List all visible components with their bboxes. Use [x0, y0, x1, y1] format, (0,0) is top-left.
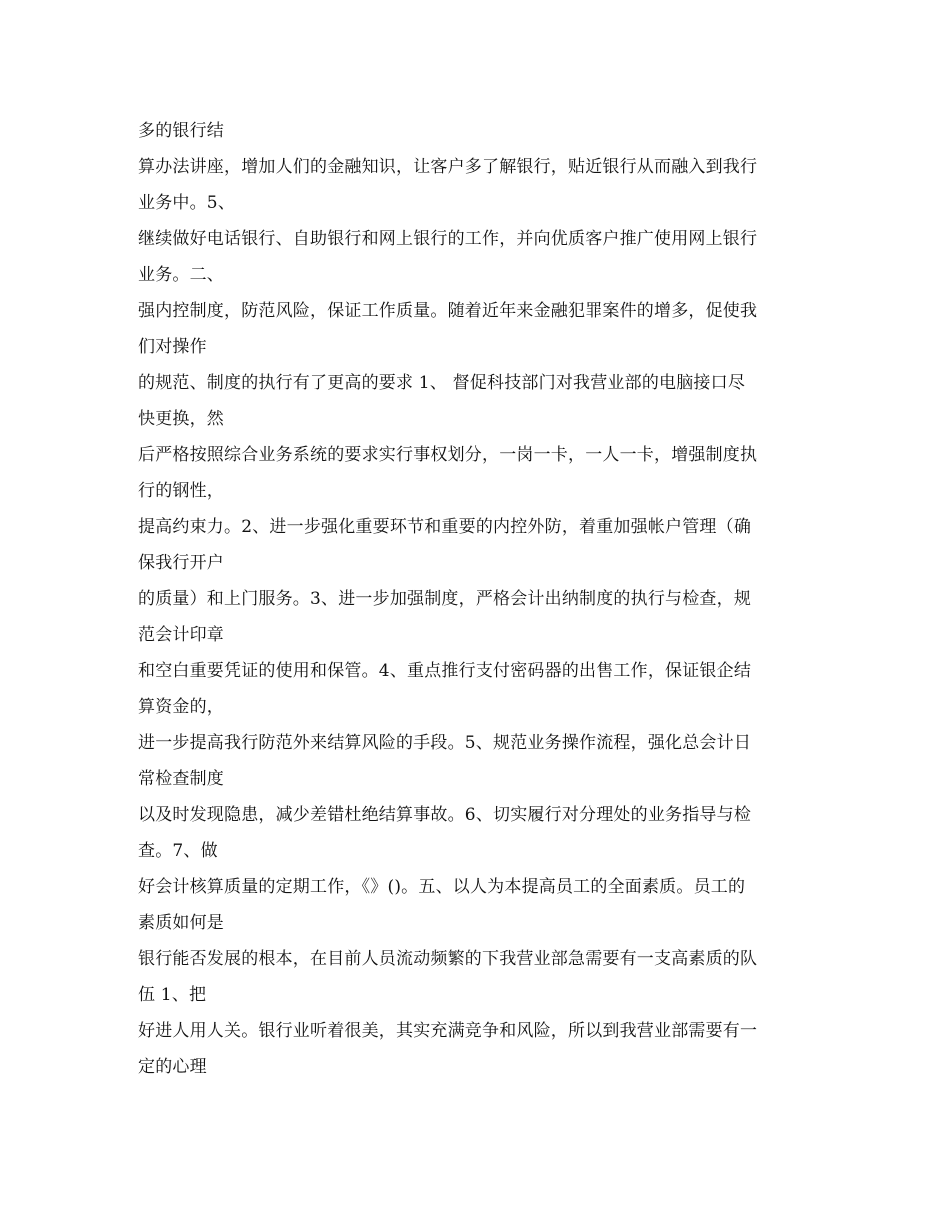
text-line: 们对操作 — [138, 337, 207, 357]
text-line: 的质量）和上门服务。3、进一步加强制度，严格会计出纳制度的执行与检查，规 — [138, 589, 752, 609]
text-line: 快更换，然 — [138, 409, 224, 429]
document-body — [138, 113, 828, 1085]
text-line: 好会计核算质量的定期工作，《》()。五、以人为本提高员工的全面素质。员工的 — [138, 877, 746, 897]
text-line: 业务中。5、 — [138, 193, 236, 213]
text-line: 后严格按照综合业务系统的要求实行事权划分，一岗一卡，一人一卡，增强制度执 — [138, 445, 758, 465]
text-line: 查。7、做 — [138, 841, 218, 861]
text-line: 强内控制度，防范风险，保证工作质量。随着近年来金融犯罪案件的增多，促使我 — [138, 301, 758, 321]
text-line: 素质如何是 — [138, 913, 224, 933]
text-line: 伍 1、把 — [138, 985, 207, 1005]
text-line: 行的钢性， — [138, 481, 224, 501]
text-line: 算办法讲座，增加人们的金融知识，让客户多了解银行，贴近银行从而融入到我行 — [138, 157, 758, 177]
text-line: 范会计印章 — [138, 625, 224, 645]
text-line: 银行能否发展的根本，在目前人员流动频繁的下我营业部急需要有一支高素质的队 — [138, 949, 758, 969]
text-line: 定的心理 — [138, 1057, 207, 1077]
text-line: 业务。二、 — [138, 265, 224, 285]
text-line: 提高约束力。2、进一步强化重要环节和重要的内控外防，着重加强帐户管理（确 — [138, 517, 752, 537]
text-line: 保我行开户 — [138, 553, 224, 573]
text-line: 的规范、制度的执行有了更高的要求 1、 督促科技部门对我营业部的电脑接口尽 — [138, 373, 746, 393]
text-line: 进一步提高我行防范外来结算风险的手段。5、规范业务操作流程，强化总会计日 — [138, 733, 752, 753]
text-line: 算资金的， — [138, 697, 224, 717]
text-line: 和空白重要凭证的使用和保管。4、重点推行支付密码器的出售工作，保证银企结 — [138, 661, 752, 681]
text-line: 以及时发现隐患，减少差错杜绝结算事故。6、切实履行对分理处的业务指导与检 — [138, 805, 752, 825]
text-line: 继续做好电话银行、自助银行和网上银行的工作，并向优质客户推广使用网上银行 — [138, 229, 758, 249]
text-line: 好进人用人关。银行业听着很美，其实充满竞争和风险，所以到我营业部需要有一 — [138, 1021, 758, 1041]
text-line: 多的银行结 — [138, 121, 224, 141]
text-line: 常检查制度 — [138, 769, 224, 789]
